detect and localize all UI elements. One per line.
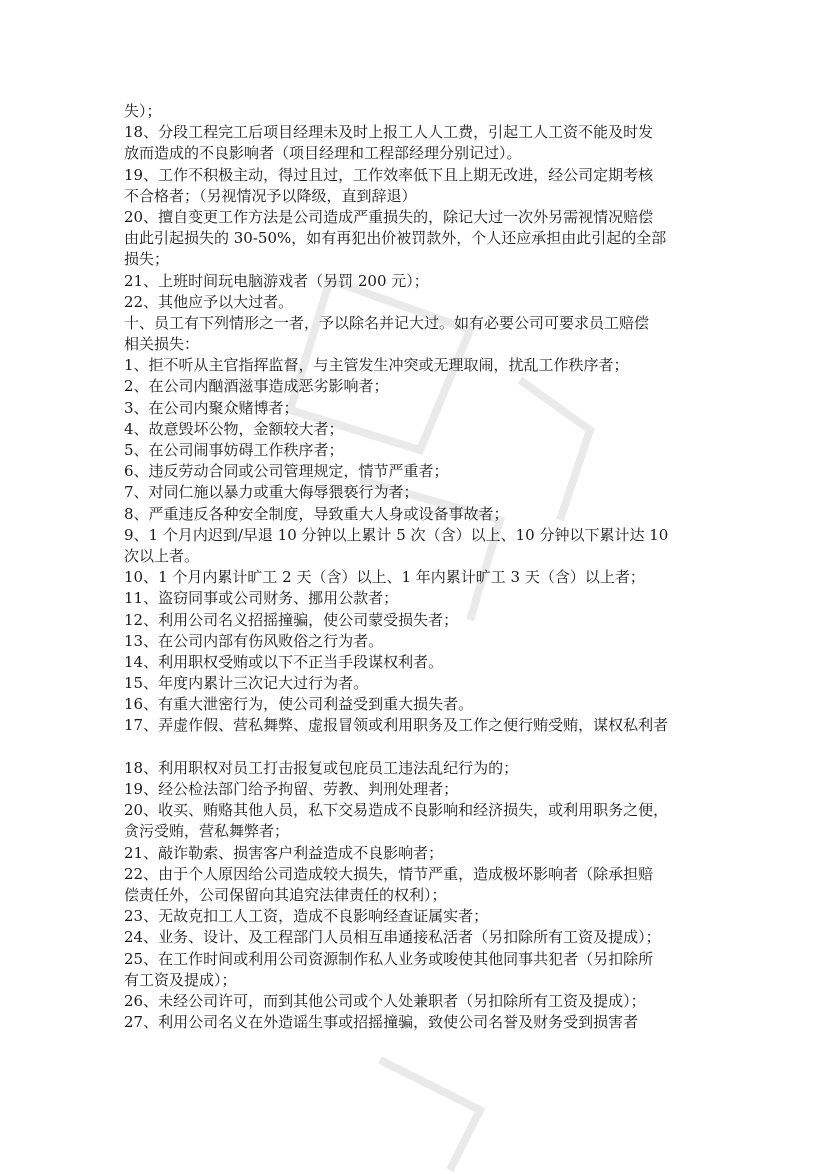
text-line: 14、利用职权受贿或以下不正当手段谋权利者。 xyxy=(124,652,444,671)
text-line: 19、经公检法部门给予拘留、劳教、判刑处理者； xyxy=(124,780,459,798)
text-line: 27、利用公司名义在外造谣生事或招摇撞骗，致使公司名誉及财务受到损害者 xyxy=(124,1013,639,1032)
text-line: 18、分段工程完工后项目经理未及时上报工人人工费，引起工人工资不能及时发 xyxy=(124,123,654,142)
text-line: 2、在公司内酗酒滋事造成恶劣影响者； xyxy=(124,377,389,396)
text-line: 19、工作不积极主动，得过且过，工作效率低下且上期无改进，经公司定期考核 xyxy=(124,165,654,184)
text-line: 21、上班时间玩电脑游戏者（另罚 200 元）； xyxy=(124,271,429,290)
text-line: 贪污受贿，营私舞弊者； xyxy=(124,822,290,841)
text-line: 5、在公司闹事妨碍工作秩序者； xyxy=(124,441,344,459)
text-line: 损失； xyxy=(124,250,170,269)
text-line: 15、年度内累计三次记大过行为者。 xyxy=(124,674,369,693)
text-line: 6、违反劳动合同或公司管理规定，情节严重者； xyxy=(124,462,449,481)
text-line: 十、员工有下列情形之一者，予以除名并记大过。如有必要公司可要求员工赔偿 xyxy=(124,313,650,332)
text-line: 16、有重大泄密行为，使公司利益受到重大损失者。 xyxy=(124,695,474,714)
text-line: 由此引起损失的 30-50%，如有再犯出价被罚款外，个人还应承担由此引起的全部 xyxy=(124,229,667,248)
text-line: 10、1 个月内累计旷工 2 天（含）以上、1 年内累计旷工 3 天（含）以上者； xyxy=(124,568,645,587)
text-line xyxy=(124,737,714,758)
text-line: 21、敲诈勒索、损害客户利益造成不良影响者； xyxy=(124,843,444,862)
text-line: 放而造成的不良影响者（项目经理和工程部经理分别记过）。 xyxy=(124,144,522,163)
text-line: 3、在公司内聚众赌博者； xyxy=(124,398,299,417)
text-line: 9、1 个月内迟到/早退 10 分钟以上累计 5 次（含）以上、10 分钟以下累计达 10 xyxy=(124,525,669,544)
text-line: 13、在公司内部有伤风败俗之行为者。 xyxy=(124,631,384,650)
text-line: 24、业务、设计、及工程部门人员相互串通接私活者（另扣除所有工资及提成）； xyxy=(124,928,661,947)
text-line: 4、故意毁坏公物，金额较大者； xyxy=(124,419,344,438)
text-line: 相关损失： xyxy=(124,335,200,354)
text-line: 25、在工作时间或利用公司资源制作私人业务或唆使其他同事共犯者（另扣除所 xyxy=(124,949,654,968)
text-line: 22、其他应予以大过者。 xyxy=(124,292,294,311)
text-line: 18、利用职权对员工打击报复或包庇员工违法乱纪行为的； xyxy=(124,758,519,777)
text-line: 有工资及提成）； xyxy=(124,970,237,989)
text-line: 不合格者；（另视情况予以降级，直到辞退） xyxy=(124,186,417,205)
text-line: 20、擅自变更工作方法是公司造成严重损失的，除记大过一次外另需视情况赔偿 xyxy=(124,207,654,226)
text-line: 11、盗窃同事或公司财务、挪用公款者； xyxy=(124,589,399,608)
text-line: 26、未经公司许可，而到其他公司或个人处兼职者（另扣除所有工资及提成）； xyxy=(124,991,646,1010)
text-line: 23、无故克扣工人工资，造成不良影响经查证属实者； xyxy=(124,907,489,926)
text-line: 失）； xyxy=(124,102,162,120)
document-body xyxy=(124,101,714,1033)
text-line: 20、收买、贿赂其他人员，私下交易造成不良影响和经济损失，或利用职务之便， xyxy=(124,801,669,820)
text-line: 12、利用公司名义招摇撞骗，使公司蒙受损失者； xyxy=(124,610,459,629)
text-line: 1、拒不听从主官指挥监督，与主管发生冲突或无理取闹，扰乱工作秩序者； xyxy=(124,356,629,375)
text-line: 次以上者。 xyxy=(124,546,200,565)
text-line: 8、严重违反各种安全制度，导致重大人身或设备事故者； xyxy=(124,504,509,523)
text-line: 22、由于个人原因给公司造成较大损失，情节严重，造成极坏影响者（除承担赔 xyxy=(124,864,654,883)
text-line: 17、弄虚作假、营私舞弊、虚报冒领或利用职务及工作之便行贿受贿，谋权私利者 xyxy=(124,716,669,735)
text-line: 7、对同仁施以暴力或重大侮辱猥亵行为者； xyxy=(124,483,419,502)
text-line: 偿责任外，公司保留向其追究法律责任的权利）； xyxy=(124,885,447,904)
